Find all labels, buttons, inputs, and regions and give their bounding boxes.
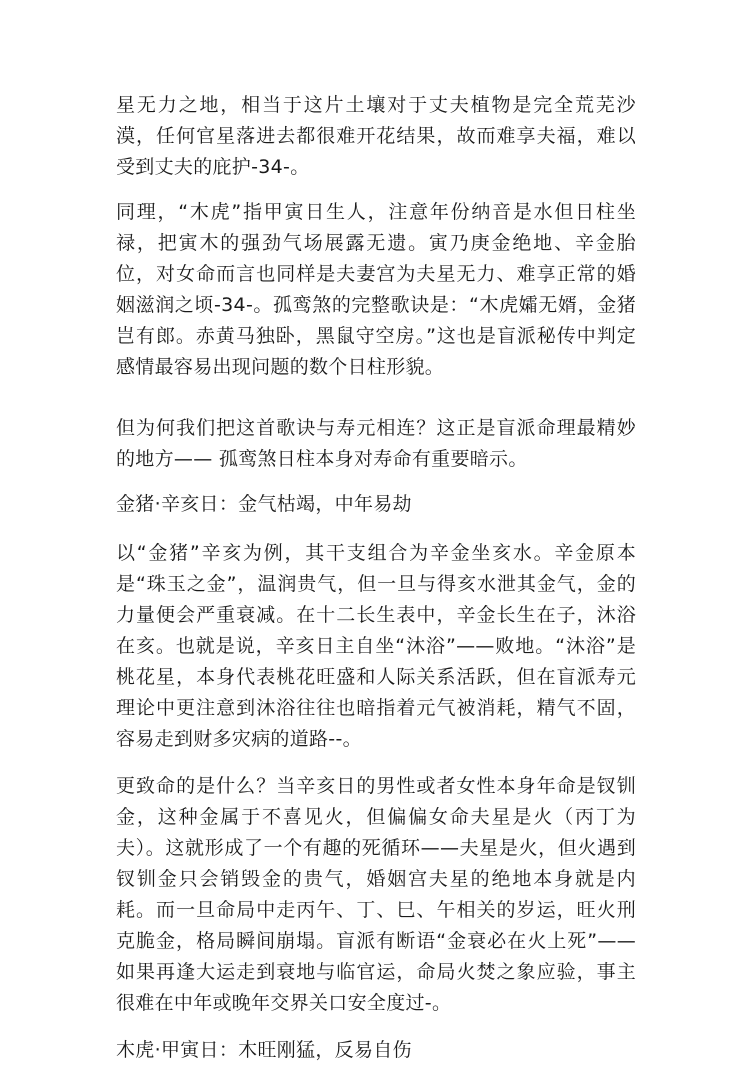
paragraph-longevity-question: 但为何我们把这首歌诀与寿元相连？这正是盲派命理最精妙的地方—— 孤鸾煞日柱本身对寿命有重要暗示。 (116, 417, 636, 470)
paragraph-wood-tiger: 同理，“木虎”指甲寅日生人，注意年份纳音是水但日柱坐禄，把寅木的强劲气场展露无遗。寅乃庚金绝地、辛金胎位，对女命而言也同样是夫妻宫为夫星无力、难享正常的婚姻滋润之顷-34-。孤鸾煞的完整歌诀是：“木虎孀无婿，金猪岂有郎。赤黄马独卧，黑鼠守空房。”这也是盲派秘传中判定感情最容易出现问题的数个日柱形貌。 (116, 201, 636, 378)
paragraph-fatal-cycle: 更致命的是什么？当辛亥日的男性或者女性本身年命是钗钏金，这种金属于不喜见火，但偏偏女命夫星是火（丙丁为夫）。这就形成了一个有趣的死循环——夫星是火，但火遇到钗钏金只会销毁金的贵气，婚姻宫夫星的绝地本身就是内耗。而一旦命局中走丙午、丁、巳、午相关的岁运，旺火刑克脆金，格局瞬间崩塌。盲派有断语“金衰必在火上死”——如果再逢大运走到衰地与临官运，命局火焚之象应验，事主很难在中年或晚年交界关口安全度过-。 (116, 775, 636, 1014)
section-heading-wood-tiger: 木虎·甲寅日：木旺刚猛，反易自伤 (116, 1039, 412, 1061)
paragraph-intro-continued: 星无力之地，相当于这片土壤对于丈夫植物是完全荒芜沙漠，任何官星落进去都很难开花结果，故而难享夫福，难以受到丈夫的庇护-34-。 (116, 94, 636, 178)
section-heading-gold-pig: 金猪·辛亥日：金气枯竭，中年易劫 (116, 493, 412, 515)
paragraph-xinhai-example: 以“金猪”辛亥为例，其干支组合为辛金坐亥水。辛金原本是“珠玉之金”，温润贵气，但一旦与得亥水泄其金气，金的力量便会严重衰减。在十二长生表中，辛金长生在子，沐浴在亥。也就是说，辛亥日主自坐“沐浴”——败地。“沐浴”是桃花星，本身代表桃花旺盛和人际关系活跃，但在盲派寿元理论中更注意到沐浴往往也暗指着元气被消耗，精气不固，容易走到财多灾病的道路--。 (116, 542, 636, 750)
document-body (116, 90, 636, 1082)
